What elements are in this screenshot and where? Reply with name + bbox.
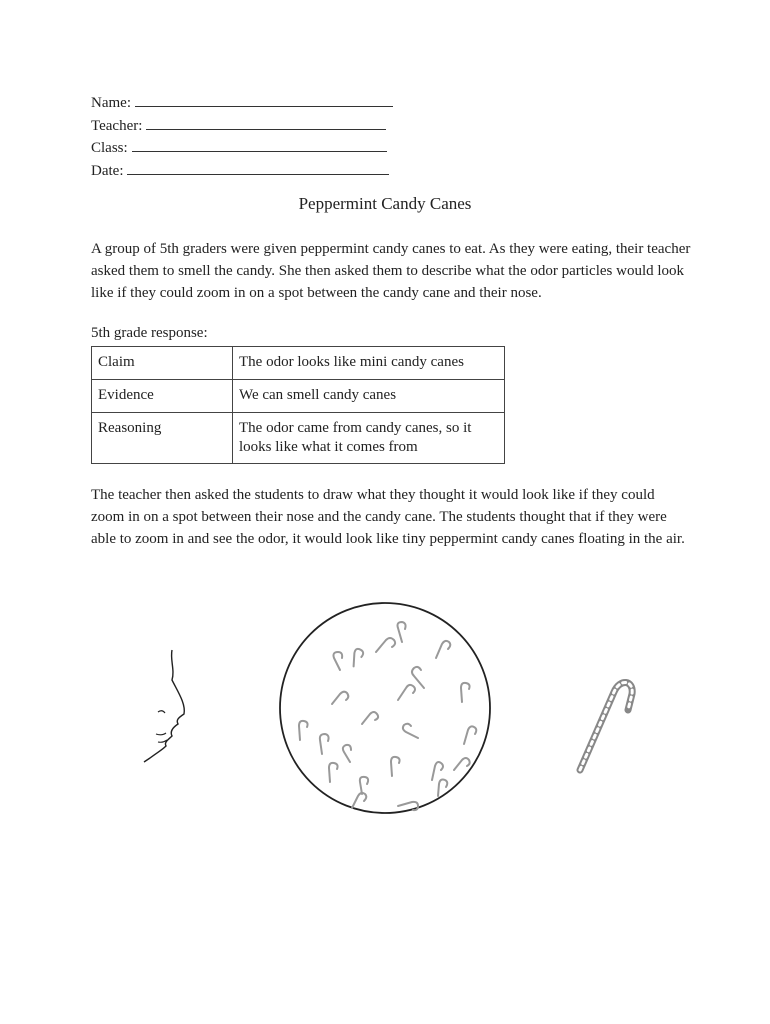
claim-key: Claim — [92, 347, 233, 380]
followup-paragraph: The teacher then asked the students to draw what they thought it would look like if they could zoom in on a spot between their nose and the candy cane. The students thought that if they were able to zoom in and see the odor, it would look like tiny peppermint candy canes floating in the air. — [91, 487, 685, 547]
face-profile-illustration — [144, 650, 184, 762]
mini-cane — [432, 762, 443, 780]
table-row — [92, 380, 505, 413]
page-title: Peppermint Candy Canes — [298, 194, 472, 213]
mini-cane — [398, 622, 406, 642]
mini-cane — [461, 683, 470, 702]
teacher-label: Teacher: — [91, 117, 143, 134]
face-eye-detail — [158, 711, 165, 713]
teacher-field[interactable] — [146, 115, 386, 130]
mini-cane — [332, 692, 348, 704]
mini-cane — [299, 721, 308, 740]
cer-table — [91, 346, 505, 464]
mini-cane — [464, 726, 476, 744]
table-row — [92, 347, 505, 380]
intro-paragraph: A group of 5th graders were given peppermint candy canes to eat. As they were eating, their teacher asked them to smell the candy. She then asked them to describe what the odor particles would look like if they could zoom in on a spot between the candy cane and their nose. — [91, 241, 691, 301]
evidence-key: Evidence — [92, 380, 233, 413]
student-info-header — [91, 92, 393, 182]
date-label: Date: — [91, 162, 124, 179]
candy-cane-illustration — [580, 682, 632, 770]
odor-drawing — [0, 600, 770, 840]
face-mouth-detail — [156, 733, 167, 742]
mini-cane — [391, 757, 400, 776]
reasoning-value: The odor came from candy canes, so it looks like what it comes from — [233, 413, 505, 464]
evidence-value: We can smell candy canes — [233, 380, 505, 413]
zoom-circle — [280, 603, 490, 813]
mini-cane — [454, 758, 470, 770]
mini-cane — [329, 763, 338, 782]
class-line — [91, 137, 393, 160]
mini-cane — [360, 777, 368, 794]
mini-cane — [343, 745, 351, 762]
mini-cane — [348, 648, 365, 668]
mini-cane — [412, 667, 424, 688]
table-row — [92, 413, 505, 464]
response-label: 5th grade response: — [91, 325, 208, 341]
name-line — [91, 92, 393, 115]
claim-value: The odor looks like mini candy canes — [233, 347, 505, 380]
mini-cane — [320, 734, 329, 754]
class-field[interactable] — [132, 137, 387, 152]
mini-cane — [403, 724, 418, 738]
mini-cane — [376, 638, 395, 652]
date-line — [91, 160, 393, 183]
date-field[interactable] — [127, 160, 389, 175]
mini-cane — [398, 685, 415, 700]
teacher-line — [91, 115, 393, 138]
mini-candy-canes — [299, 622, 476, 810]
name-field[interactable] — [135, 92, 393, 107]
class-label: Class: — [91, 140, 128, 156]
mini-cane — [362, 712, 378, 724]
mini-cane — [436, 641, 450, 658]
mini-cane — [334, 652, 343, 670]
mini-cane — [352, 793, 366, 808]
reasoning-key: Reasoning — [92, 413, 233, 464]
name-label: Name: — [91, 95, 131, 111]
